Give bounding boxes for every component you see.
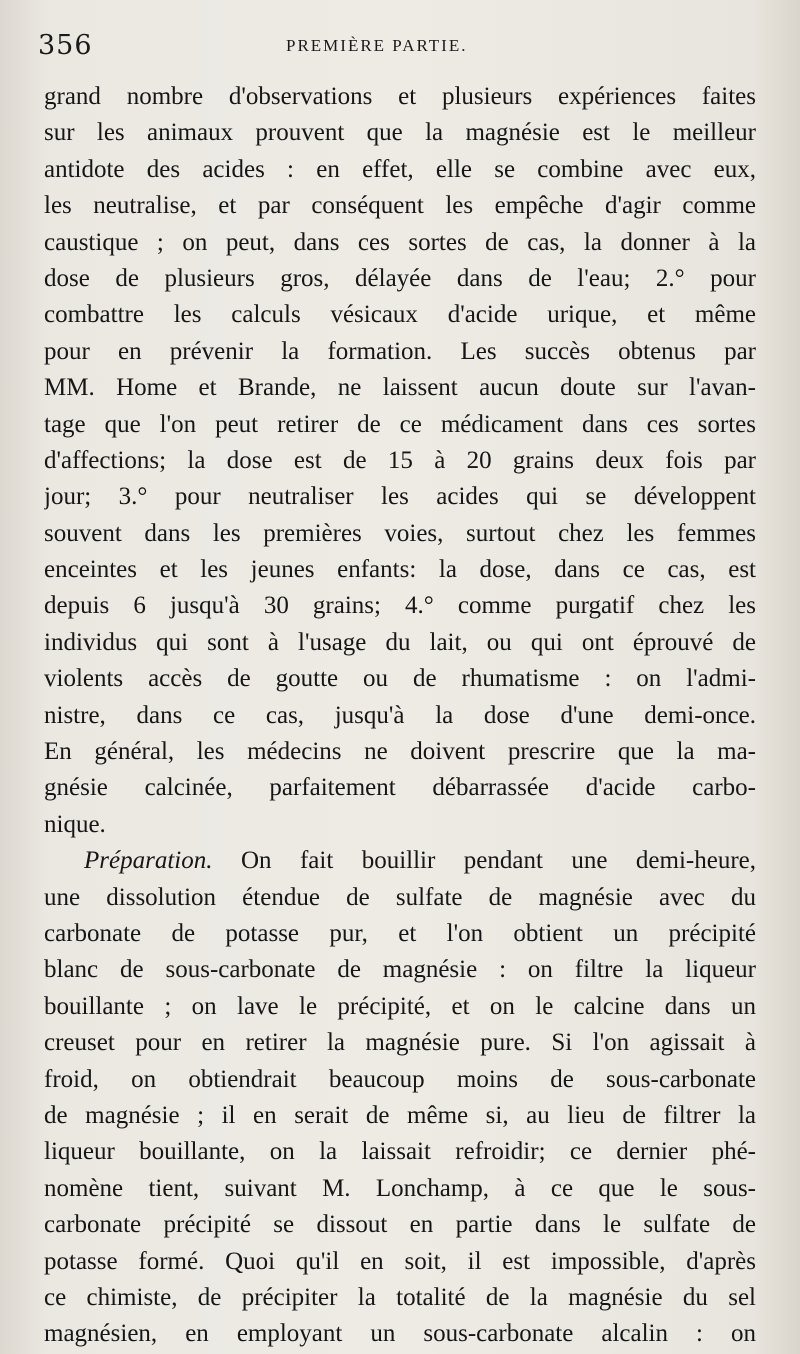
text-line: violents accès de goutte ou de rhumatisme : on l'admi- [44,665,756,693]
text-line: combattre les calculs vésicaux d'acide urique, et même [44,301,756,329]
text-line: bouillante ; on lave le précipité, et on le calcine dans un [44,992,756,1020]
text-line: les neutralise, et par conséquent les empêche d'agir comme [44,192,756,220]
text-line: souvent dans les premières voies, surtout chez les femmes [44,519,756,547]
text-line: sur les animaux prouvent que la magnésie est le meilleur [44,119,756,147]
section-label: Préparation. [84,847,213,875]
text-line: MM. Home et Brande, ne laissent aucun doute sur l'avan- [44,374,756,402]
page-header [38,30,778,66]
text-line: d'affections; la dose est de 15 à 20 grains deux fois par [44,446,756,474]
paragraph-start-line [44,843,756,879]
text-line: de magnésie ; il en serait de même si, au lieu de filtrer la [44,1101,756,1129]
page-number: 356 [38,30,93,61]
running-title: PREMIÈRE PARTIE. [286,36,468,55]
body-text [44,79,756,1353]
text-line: liqueur bouillante, on la laissait refroidir; ce dernier phé- [44,1138,756,1166]
text-line: blanc de sous-carbonate de magnésie : on filtre la liqueur [44,956,756,984]
text-line: nistre, dans ce cas, jusqu'à la dose d'une demi-once. [44,701,756,729]
text-line: ce chimiste, de précipiter la totalité de la magnésie du sel [44,1283,756,1311]
text-line: gnésie calcinée, parfaitement débarrassée d'acide carbo- [44,774,756,802]
text-line: individus qui sont à l'usage du lait, ou qui ont éprouvé de [44,628,756,656]
text-line: jour; 3.° pour neutraliser les acides qui se développent [44,483,756,511]
text-line: pour en prévenir la formation. Les succès obtenus par [44,337,756,365]
text-line: nomène tient, suivant M. Lonchamp, à ce que le sous- [44,1174,756,1202]
text-line: antidote des acides : en effet, elle se combine avec eux, [44,155,756,183]
text-line: En général, les médecins ne doivent prescrire que la ma- [44,738,756,766]
text-line: magnésien, en employant un sous-carbonate alcalin : on [44,1320,756,1348]
text-line: enceintes et les jeunes enfants: la dose, dans ce cas, est [44,556,756,584]
text-line: creuset pour en retirer la magnésie pure. Si l'on agissait à [44,1029,756,1057]
text-line: dose de plusieurs gros, délayée dans de l'eau; 2.° pour [44,264,756,292]
text-line: une dissolution étendue de sulfate de magnésie avec du [44,883,756,911]
text-line: nique. [44,810,106,838]
text-line-rest: On fait bouillir pendant une demi-heure, [240,847,756,875]
text-line: potasse formé. Quoi qu'il en soit, il est impossible, d'après [44,1247,756,1275]
text-line: depuis 6 jusqu'à 30 grains; 4.° comme purgatif chez les [44,592,756,620]
text-line: grand nombre d'observations et plusieurs expériences faites [44,83,756,110]
text-line: caustique ; on peut, dans ces sortes de cas, la donner à la [44,228,756,256]
text-line: carbonate précipité se dissout en partie dans le sulfate de [44,1211,756,1239]
text-line: carbonate de potasse pur, et l'on obtient un précipité [44,919,756,947]
text-line: froid, on obtiendrait beaucoup moins de sous-carbonate [44,1065,756,1093]
text-line: tage que l'on peut retirer de ce médicament dans ces sortes [44,410,756,438]
